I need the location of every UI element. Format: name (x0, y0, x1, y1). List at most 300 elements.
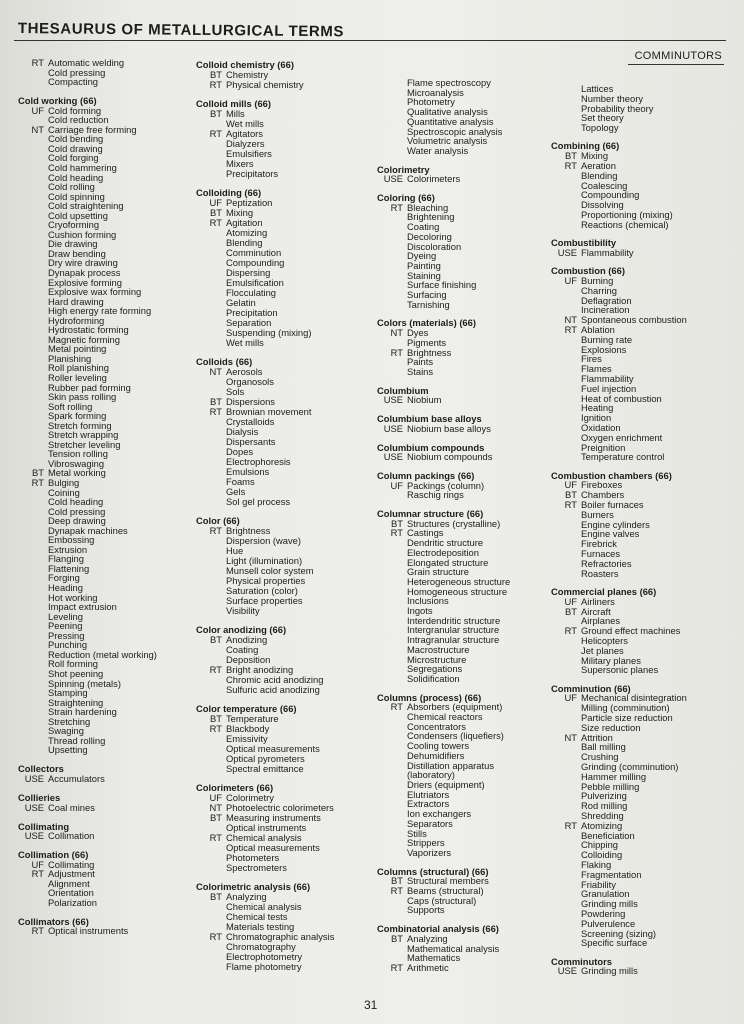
related-term: Physical properties (226, 574, 306, 586)
related-term: Colorimeters (407, 173, 461, 185)
entry-term: Columbium compounds (377, 441, 485, 453)
thesaurus-entry (377, 318, 510, 376)
entry-term: Columnar structure (66) (377, 508, 484, 520)
related-term: Heating (581, 402, 614, 414)
entry-line (377, 674, 510, 684)
related-term: Cold pressing (48, 66, 106, 78)
entry-term: Columns (process) (66) (377, 691, 482, 703)
relation-code: UF (564, 595, 577, 607)
related-term: Carriage free forming (48, 123, 137, 135)
entry-line (377, 212, 510, 222)
related-term: Flaking (581, 858, 612, 870)
related-term: Dendritic structure (407, 537, 484, 549)
related-term: Dispersing (226, 267, 271, 279)
related-term: Hydrostatic forming (48, 324, 129, 336)
relation-code: RT (209, 723, 222, 735)
entry-line (551, 452, 687, 462)
entry-line (18, 926, 157, 936)
relation-code: NT (564, 731, 577, 743)
related-term: (laboratory) (407, 769, 455, 781)
related-term: Dynapak process (48, 266, 121, 278)
entry-line (196, 536, 334, 546)
related-term: Oxygen enrichment (581, 431, 663, 443)
related-term: Accumulators (48, 772, 105, 784)
related-term: Dispersion (wave) (226, 534, 302, 546)
related-term: Oxidation (581, 422, 621, 433)
related-term: Skin pass rolling (48, 391, 117, 403)
related-term: Electrophotometry (226, 951, 303, 963)
related-term: Bleaching (407, 201, 449, 213)
entry-term: Cold working (66) (18, 95, 97, 107)
relation-code: USE (383, 173, 403, 185)
related-term: Burning rate (581, 333, 633, 345)
section-heading-rule (628, 64, 724, 65)
related-term: Structures (crystalline) (407, 517, 501, 529)
related-term: Spectroscopic analysis (407, 125, 503, 137)
related-term: Inclusions (407, 595, 449, 607)
related-term: Concentrators (407, 720, 466, 732)
related-term: Collimation (48, 830, 95, 842)
related-term: Visibility (226, 604, 260, 616)
related-term: Photoelectric colorimeters (226, 802, 334, 814)
related-term: Light (illumination) (226, 554, 303, 566)
thesaurus-entry (377, 924, 510, 973)
entry-line (18, 621, 157, 631)
related-term: Airplanes (581, 615, 621, 627)
related-term: Mixing (226, 207, 254, 219)
related-term: Vaporizers (407, 846, 452, 858)
related-term: Microanalysis (407, 86, 464, 98)
relation-code: BT (391, 932, 403, 944)
related-term: Paints (407, 356, 434, 368)
related-term: Analyzing (226, 891, 267, 903)
related-term: Explosions (581, 343, 627, 355)
related-term: Precipitation (226, 306, 278, 318)
related-term: Distillation apparatus (407, 759, 495, 771)
entry-line (551, 742, 687, 752)
related-term: Flames (581, 363, 612, 375)
entry-line (196, 228, 334, 238)
related-term: Cold rolling (48, 181, 95, 193)
related-term: Brightening (407, 211, 455, 223)
relation-code: RT (31, 868, 44, 880)
entry-line (196, 417, 334, 427)
entry-line (377, 490, 510, 500)
related-term: Chromatography (226, 941, 296, 953)
related-term: Collimating (48, 858, 95, 870)
related-term: Powdering (581, 907, 626, 919)
related-term: Cold bending (48, 133, 104, 145)
relation-code: RT (390, 201, 403, 213)
entry-term: Comminution (66) (551, 682, 631, 694)
related-term: Draw bending (48, 247, 106, 259)
entry-line (196, 149, 334, 159)
related-term: Furnaces (581, 548, 621, 560)
entry-line (196, 109, 334, 119)
entry-line (196, 596, 334, 606)
related-term: Sulfuric acid anodizing (226, 683, 320, 695)
relation-code: USE (24, 772, 44, 784)
related-term: Cold spinning (48, 190, 105, 202)
relation-code: RT (390, 527, 403, 539)
related-term: Cushion forming (48, 228, 117, 240)
related-term: Saturation (color) (226, 584, 298, 596)
entry-line (196, 377, 334, 387)
related-term: Stains (407, 365, 434, 377)
related-term: Leveling (48, 610, 83, 622)
column-4 (551, 84, 687, 976)
related-term: Ingots (407, 605, 433, 617)
related-term: Forging (48, 572, 80, 584)
related-term: Solidification (407, 672, 460, 684)
related-term: Chromatographic analysis (226, 931, 335, 943)
related-term: Aeration (581, 160, 616, 172)
related-term: Spectral emittance (226, 762, 304, 774)
related-term: Rod milling (581, 800, 628, 812)
related-term: Intragranular structure (407, 634, 500, 646)
related-term: Separation (226, 316, 272, 328)
related-term: Stamping (48, 687, 88, 699)
entry-term: Commercial planes (66) (551, 585, 657, 597)
entry-line (551, 354, 687, 364)
related-term: Anodizing (226, 634, 268, 646)
related-term: Magnetic forming (48, 333, 120, 345)
relation-code: UF (564, 275, 577, 287)
entry-line (551, 394, 687, 404)
relation-code: USE (383, 394, 403, 406)
related-term: Charring (581, 284, 617, 296)
related-term: Electrophoresis (226, 455, 291, 467)
related-term: Dehumidifiers (407, 749, 465, 761)
related-term: Stills (407, 827, 427, 839)
related-term: Flanging (48, 553, 84, 565)
page-number: 31 (364, 998, 378, 1012)
thesaurus-entry (551, 684, 687, 949)
relation-code: BT (565, 605, 577, 617)
entry-line (18, 803, 157, 813)
related-term: Dry wire drawing (48, 257, 118, 269)
related-term: Foams (226, 475, 255, 487)
related-term: Chemistry (226, 68, 269, 80)
related-term: Dialyzers (226, 138, 265, 150)
relation-code: RT (209, 128, 222, 140)
related-term: Precipitators (226, 168, 279, 180)
related-term: Heading (48, 582, 83, 594)
related-term: Military planes (581, 654, 641, 666)
entry-term: Colloid mills (66) (196, 98, 272, 110)
related-term: Caps (structural) (407, 894, 477, 906)
thesaurus-entry (377, 165, 510, 184)
thesaurus-entry (18, 58, 157, 87)
related-term: Coining (48, 486, 80, 498)
thesaurus-entry (196, 516, 334, 616)
entry-line (18, 545, 157, 555)
entry-line (196, 328, 334, 338)
related-term: Mathematics (407, 952, 461, 964)
relation-code: USE (557, 246, 577, 258)
relation-code: BT (210, 634, 222, 646)
entry-line (18, 898, 157, 908)
related-term: Absorbers (equipment) (407, 701, 503, 713)
related-term: Helicopters (581, 634, 628, 646)
thesaurus-entry (18, 793, 157, 812)
related-term: Mechanical disintegration (581, 692, 687, 704)
related-term: Compounding (226, 257, 285, 269)
entry-line (196, 467, 334, 477)
relation-code: RT (564, 819, 577, 831)
related-term: Aircraft (581, 605, 611, 617)
thesaurus-entry (377, 693, 510, 858)
related-term: Dissolving (581, 199, 624, 211)
related-term: Reduction (metal working) (48, 648, 157, 660)
related-term: Coalescing (581, 179, 628, 191)
entry-line (377, 146, 510, 156)
related-term: Optical instruments (48, 925, 129, 937)
related-term: Dyeing (407, 250, 437, 262)
entry-line (551, 220, 687, 230)
related-term: Soft rolling (48, 400, 93, 412)
thesaurus-entry (196, 99, 334, 179)
entry-line (196, 169, 334, 179)
related-term: Hue (226, 544, 244, 556)
related-term: Optical instruments (226, 822, 307, 834)
related-term: Mixing (581, 150, 609, 162)
related-term: Painting (407, 259, 441, 271)
entry-line (551, 966, 687, 976)
relation-code: RT (209, 217, 222, 229)
thesaurus-entry (551, 957, 687, 977)
related-term: Particle size reduction (581, 712, 673, 724)
related-term: Burning (581, 275, 614, 287)
related-term: Deep drawing (48, 515, 106, 527)
related-term: Cold upsetting (48, 209, 108, 221)
entry-line (18, 631, 157, 641)
thesaurus-entry (18, 822, 157, 841)
entry-line (18, 774, 157, 784)
thesaurus-entry (551, 266, 687, 462)
related-term: Flame photometry (226, 961, 302, 973)
related-term: Arithmetic (407, 961, 449, 973)
related-term: Crushing (581, 751, 619, 763)
entry-line (377, 848, 510, 858)
related-term: Roasters (581, 567, 619, 579)
entry-line (377, 963, 510, 973)
related-term: Colloiding (581, 849, 623, 861)
relation-code: BT (565, 150, 577, 162)
thesaurus-entry (377, 443, 510, 462)
relation-code: UF (564, 692, 577, 704)
related-term: Boiler furnaces (581, 499, 644, 511)
relation-code: BT (210, 108, 222, 120)
entry-term: Colorimetry (377, 163, 430, 175)
related-term: Compacting (48, 76, 99, 88)
relation-code: BT (391, 875, 403, 887)
related-term: Size reduction (581, 721, 641, 733)
related-term: Colorimetry (226, 792, 274, 804)
relation-code: NT (209, 366, 222, 378)
entry-line (18, 612, 157, 622)
related-term: Milling (comminution) (581, 702, 670, 714)
related-term: Driers (equipment) (407, 779, 485, 790)
related-term: Attrition (581, 731, 613, 743)
related-term: Emulsification (226, 277, 284, 289)
related-term: Dialysis (226, 425, 259, 437)
related-term: Cooling towers (407, 740, 470, 752)
related-term: Munsell color system (226, 564, 314, 576)
relation-code: RT (390, 885, 403, 897)
related-term: Elutriators (407, 788, 450, 800)
related-term: Temperature (226, 713, 279, 725)
relation-code: RT (31, 57, 44, 68)
related-term: Tension rolling (48, 448, 108, 460)
related-term: Cryoforming (48, 219, 100, 231)
entry-line (377, 348, 510, 358)
relation-code: RT (209, 78, 222, 90)
entry-line (18, 573, 157, 583)
related-term: Specific surface (581, 937, 648, 949)
entry-line (196, 606, 334, 616)
related-term: Optical measurements (226, 842, 320, 854)
related-term: Mathematical analysis (407, 942, 500, 954)
thesaurus-entry (377, 867, 510, 916)
related-term: Dynapak machines (48, 524, 128, 536)
related-term: Interdendritic structure (407, 614, 501, 626)
column-3 (377, 78, 510, 973)
related-term: Pulverulence (581, 917, 636, 929)
entry-line (377, 174, 510, 184)
related-term: Chromic acid anodizing (226, 673, 324, 685)
entry-term: Colorimeters (66) (196, 782, 274, 794)
entry-line (196, 338, 334, 348)
relation-code: USE (24, 801, 44, 813)
relation-code: UF (209, 792, 222, 804)
related-term: Castings (407, 527, 444, 539)
entry-line (196, 80, 334, 90)
related-term: Chemical analysis (226, 901, 302, 913)
relation-code: RT (390, 961, 403, 973)
related-term: Metal pointing (48, 343, 107, 355)
related-term: Granulation (581, 888, 630, 900)
relation-code: BT (565, 489, 577, 501)
related-term: Rubber pad forming (48, 381, 131, 393)
entry-term: Color (66) (196, 515, 240, 527)
related-term: Explosive wax forming (48, 286, 142, 298)
related-term: Probability theory (581, 102, 654, 114)
thesaurus-entry (551, 84, 687, 133)
related-term: Cold straightening (48, 200, 124, 212)
entry-line (18, 535, 157, 545)
related-term: Separators (407, 817, 453, 829)
thesaurus-entry (196, 783, 334, 873)
related-term: Supports (407, 904, 445, 916)
relation-code: RT (564, 625, 577, 637)
related-term: Niobium compounds (407, 451, 493, 463)
related-term: Cold forging (48, 152, 99, 164)
related-term: Ion exchangers (407, 808, 472, 820)
thesaurus-entry (196, 60, 334, 90)
related-term: Raschig rings (407, 489, 464, 501)
thesaurus-entry (551, 587, 687, 675)
entry-line (551, 529, 687, 539)
related-term: Intergranular structure (407, 624, 500, 636)
entry-term: Color anodizing (66) (196, 624, 287, 636)
entry-line (377, 357, 510, 367)
related-term: Automatic welding (48, 57, 125, 68)
related-term: Stretch wrapping (48, 429, 119, 441)
related-term: Topology (581, 122, 619, 134)
entry-term: Combining (66) (551, 140, 620, 152)
entry-line (377, 596, 510, 606)
entry-term: Colorimetric analysis (66) (196, 881, 311, 893)
column-1 (18, 58, 157, 936)
related-term: Heat of combustion (581, 392, 662, 404)
related-term: Volumetric analysis (407, 135, 488, 147)
related-term: Pigments (407, 336, 447, 348)
thesaurus-entry (18, 850, 157, 907)
related-term: Aerosols (226, 366, 263, 378)
thesaurus-entry (196, 882, 334, 972)
related-term: Grain structure (407, 566, 469, 578)
related-term: Coating (226, 643, 259, 655)
related-term: Extractors (407, 798, 450, 810)
related-term: Wet mills (226, 118, 264, 130)
entry-line (551, 870, 687, 880)
column-2 (196, 60, 334, 972)
related-term: Dispersions (226, 396, 275, 408)
thesaurus-entry (196, 625, 334, 695)
entry-term: Collimators (66) (18, 915, 89, 927)
entry-line (18, 77, 157, 87)
entry-line (18, 831, 157, 841)
thesaurus-entry (196, 357, 334, 506)
related-term: Spontaneous combustion (581, 314, 687, 326)
related-term: Deflagration (581, 294, 632, 306)
related-term: Photometers (226, 852, 280, 864)
entry-line (196, 437, 334, 447)
related-term: Friability (581, 878, 616, 890)
entry-line (551, 831, 687, 841)
related-term: Explosive forming (48, 276, 122, 288)
related-term: Metal working (48, 467, 106, 479)
relation-code: RT (209, 663, 222, 675)
related-term: Preignition (581, 441, 626, 453)
related-term: Measuring instruments (226, 812, 321, 824)
related-term: Orientation (48, 887, 94, 899)
related-term: Niobium base alloys (407, 422, 491, 434)
entry-term: Colloid chemistry (66) (196, 59, 294, 70)
relation-code: NT (564, 314, 577, 326)
relation-code: RT (31, 477, 44, 489)
entry-term: Combustibility (551, 237, 617, 249)
related-term: Firebrick (581, 538, 617, 550)
thesaurus-entry (377, 386, 510, 405)
relation-code: NT (390, 327, 403, 339)
entry-term: Collimating (18, 820, 70, 832)
related-term: Cold hammering (48, 161, 117, 173)
entry-term: Column packings (66) (377, 469, 475, 481)
related-term: Pulverizing (581, 790, 627, 802)
thesaurus-entry (377, 509, 510, 684)
entry-line (551, 161, 687, 171)
related-term: Ball milling (581, 741, 626, 753)
related-term: Grinding mills (581, 898, 638, 910)
relation-code: UF (564, 479, 577, 491)
thesaurus-entry (18, 764, 157, 783)
related-term: Lattices (581, 83, 614, 94)
relation-code: UF (31, 858, 44, 870)
entry-line (196, 685, 334, 695)
entry-line (196, 497, 334, 507)
